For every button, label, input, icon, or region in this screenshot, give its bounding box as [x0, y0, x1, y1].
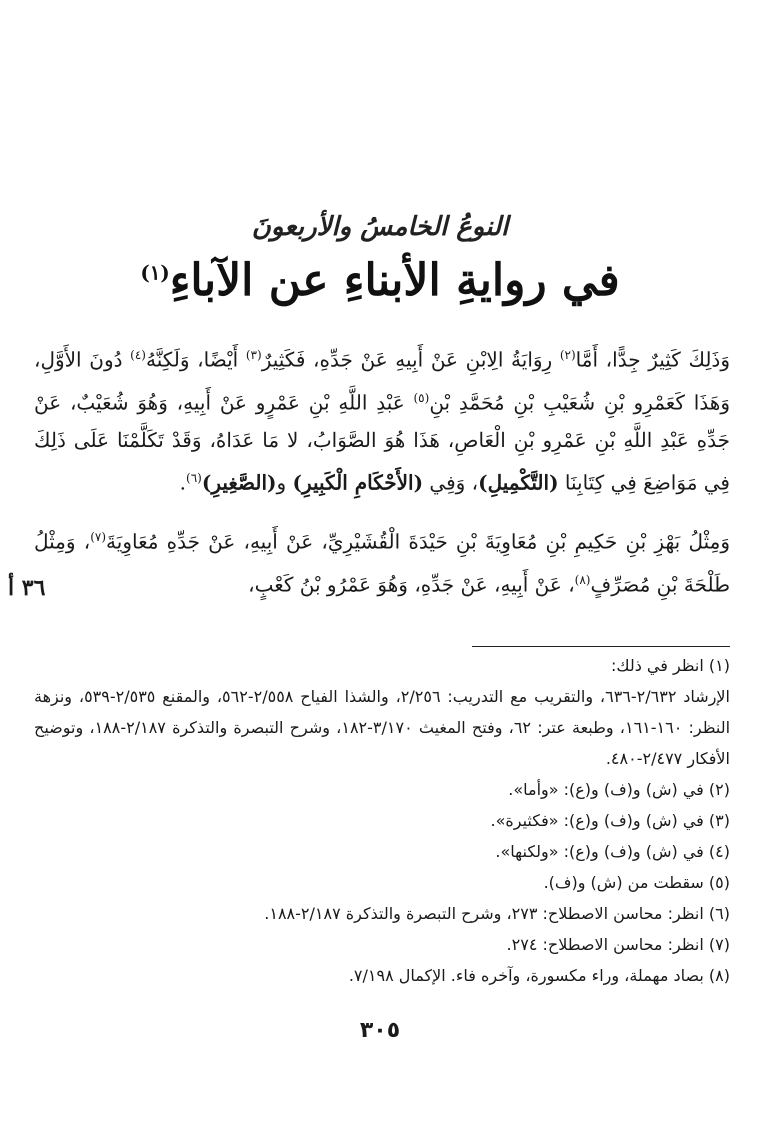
manuscript-folio-marker: ٣٦ أ — [8, 575, 46, 601]
book-title: (الأَحْكَامِ الْكَبِيرِ) — [292, 470, 424, 495]
footnote-ref: (٢) — [559, 348, 576, 362]
text-run: وَمِثْلُ بَهْزِ بْنِ حَكِيمِ بْنِ مُعَاوِيَةَ بْنِ حَيْدَةَ الْقُشَيْرِيِّ، عَنْ أَبِيهِ، عَنْ جَدِّهِ مُعَاوِيَةَ — [106, 529, 730, 554]
footnote-ref: (١) — [140, 260, 170, 285]
footnote-ref: (٥) — [413, 390, 430, 405]
footnote-2: (٢) في (ش) و(ف) و(ع): «وأما». — [508, 780, 730, 799]
footnote-ref: (٣) — [245, 348, 262, 362]
book-title: (التَّكْمِيلِ) — [478, 470, 559, 495]
text-run: أَيْضًا، وَلَكِنَّهُ — [145, 347, 246, 372]
text-run: دُونَ الأَوَّلِ، وَهَذَا كَعَمْرِو بْنِ شُعَيْبِ بْنِ مُحَمَّدِ بْنِ — [34, 347, 731, 415]
text-run: عَبْدِ اللَّهِ بْنِ عَمْرٍو عَنْ أَبِيهِ، وَهُوَ شُعَيْبٌ، عَنْ جَدِّهِ عَبْدِ اللَّهِ بْنِ عَمْرِو بْنِ الْعَاصِ، هَذَا هُوَ الصَّوَابُ، لا مَا عَدَاهُ، وَقَدْ تَكَلَّمْنَا عَلَى ذَلِكَ فِي مَوَاضِعَ فِي كِتَابِنَا — [34, 390, 730, 495]
chapter-label: النوعُ الخامسُ والأربعونَ — [251, 212, 509, 242]
footnote-ref: (٤) — [130, 348, 146, 362]
footnote-3: (٣) في (ش) و(ف) و(ع): «فكثيرة». — [490, 811, 730, 830]
footnote-7: (٧) انظر: محاسن الاصطلاح: ٢٧٤. — [506, 935, 730, 954]
text-run: . — [179, 470, 187, 495]
chapter-title — [0, 252, 760, 309]
paragraph — [34, 518, 730, 603]
footnote-6: (٦) انظر: محاسن الاصطلاح: ٢٧٣، وشرح التبصرة والتذكرة ٢/١٨٧-١٨٨. — [264, 904, 730, 923]
text-run: ، وَمِثْلُ طَلْحَةَ بْنِ مُصَرِّفٍ — [34, 529, 730, 597]
footnote-5: (٥) سقطت من (ش) و(ف). — [543, 873, 730, 892]
text-run: ، عَنْ أَبِيهِ، عَنْ جَدِّهِ، وَهُوَ عَمْرُو بْنُ كَعْبٍ، — [248, 572, 575, 597]
text-run: رِوَايَةُ الِابْنِ عَنْ أَبِيهِ عَنْ جَدِّهِ، فَكَثِيرٌ — [261, 347, 560, 372]
text-run: وَذَلِكَ كَثِيرٌ جِدًّا، أَمَّا — [575, 347, 730, 372]
text-run: ، وَفِي — [423, 470, 479, 495]
footnote-ref: (٧) — [90, 529, 107, 544]
chapter-title-text: في روايةِ الأبناءِ عن الآباءِ — [169, 255, 620, 306]
paragraph — [34, 336, 730, 502]
page-number: ٣٠٥ — [359, 1018, 401, 1043]
footnote-ref: (٦) — [186, 471, 202, 486]
text-run: و — [276, 470, 293, 495]
footnote-divider — [472, 646, 730, 647]
book-title: (الصَّغِيرِ) — [201, 470, 277, 495]
footnote-1-head: (١) انظر في ذلك: — [610, 656, 730, 675]
footnote-8: (٨) بصاد مهملة، وراء مكسورة، وآخره فاء. الإكمال ٧/١٩٨. — [348, 966, 730, 985]
footnote-1-body: الإرشاد ٢/٦٣٢-٦٣٦، والتقريب مع التدريب: ٢/٢٥٦، والشذا الفياح ٢/٥٥٨-٥٦٢، والمقنع ٢/٥٣٥-٥٣٩، ونزهة النظر: ١٦٠-١٦١، وطبعة عتر: ٦٢، وفتح المغيث ٣/١٧٠-١٨٢، وشرح التبصرة والتذكرة ٢/١٨٧-١٨٨، وتوضيح الأفكار ٢/٤٧٧-٤٨٠. — [34, 687, 731, 768]
footnotes — [34, 650, 730, 991]
body-text — [34, 336, 730, 603]
footnote-ref: (٨) — [574, 572, 591, 587]
footnote-4: (٤) في (ش) و(ف) و(ع): «ولكنها». — [495, 842, 730, 861]
